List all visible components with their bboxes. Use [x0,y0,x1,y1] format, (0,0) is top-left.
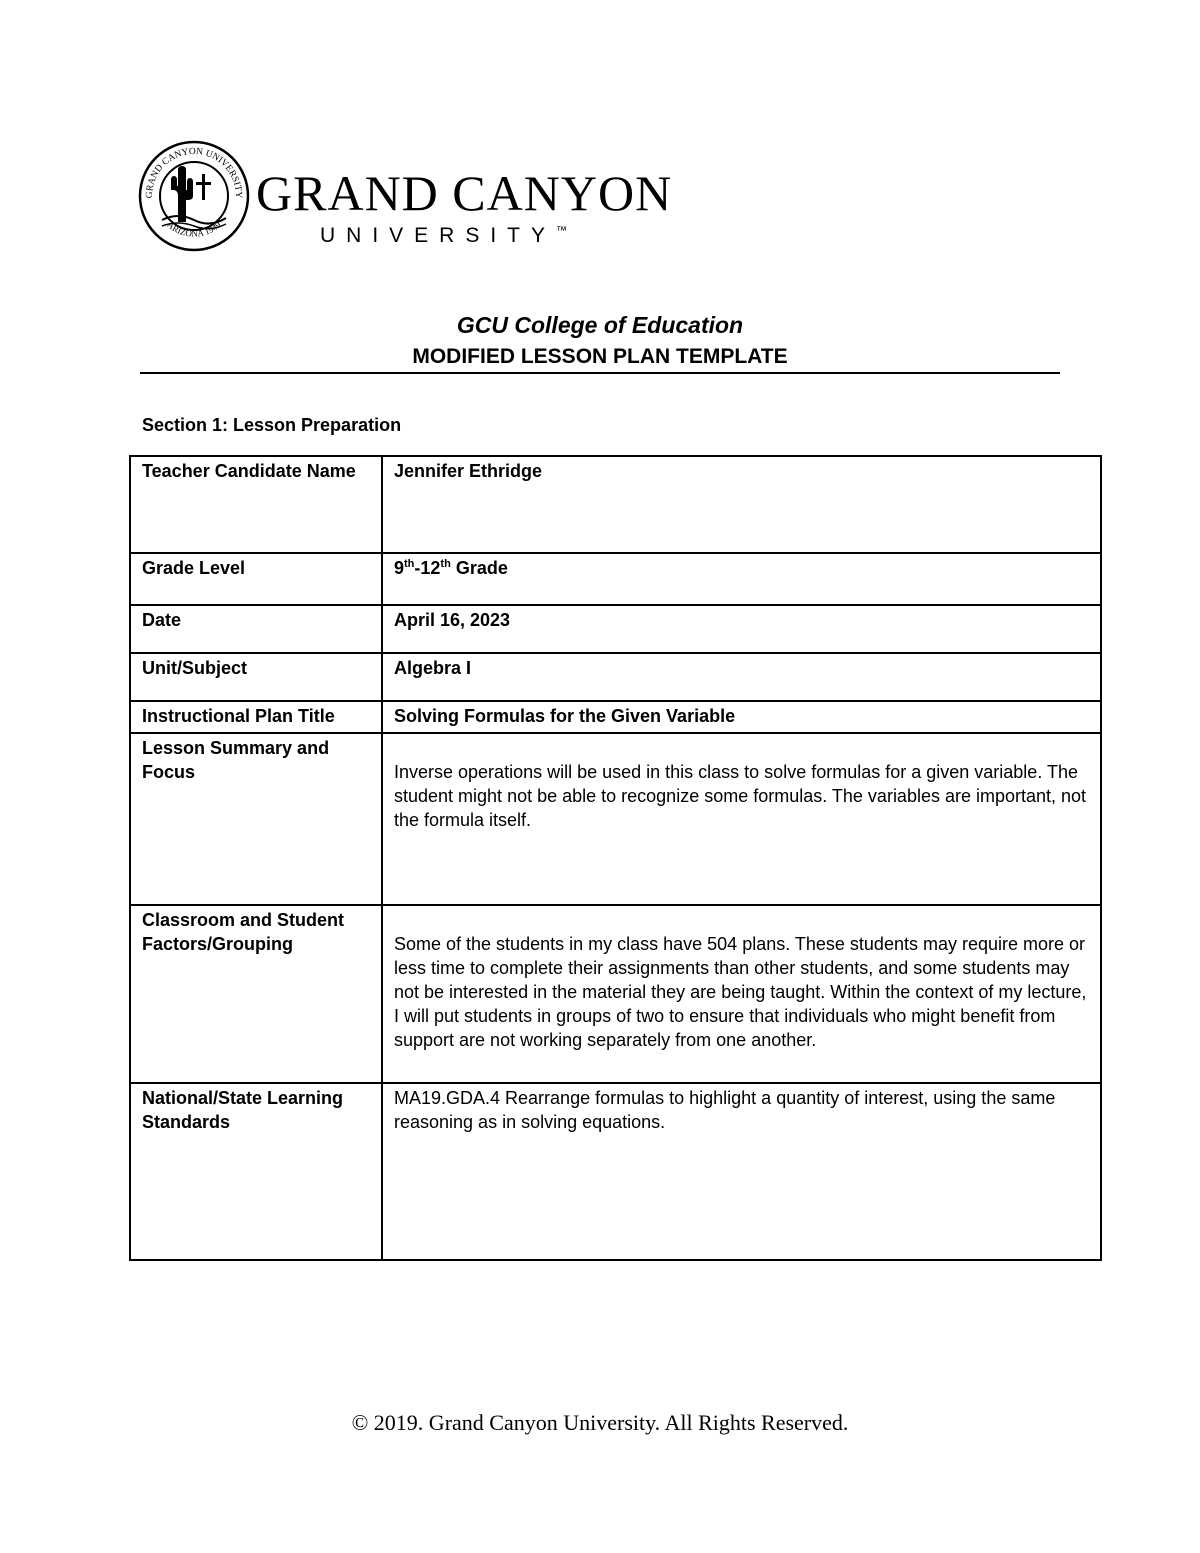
factors-value [382,905,1101,1083]
summary-text: Inverse operations will be used in this class to solve formulas for a given variable. The student might not be able to recognize some formulas. The variables are important, not the formula itself. [394,762,1087,830]
teacher-value: Jennifer Ethridge [382,456,1101,553]
grade-word: Grade [450,558,508,578]
teacher-label: Teacher Candidate Name [130,456,382,553]
table-row-teacher [130,456,1101,553]
table-row-date [130,605,1101,653]
table-row-plan-title [130,701,1101,733]
wordmark-university [320,224,672,248]
wordmark-university-text: UNIVERSITY [320,224,557,247]
date-value: April 16, 2023 [382,605,1101,653]
trademark-symbol: ™ [556,225,579,237]
lesson-prep-table [129,455,1102,1261]
subject-value: Algebra I [382,653,1101,701]
date-label: Date [130,605,382,653]
summary-value [382,733,1101,905]
table-row-standards [130,1083,1101,1260]
svg-text:GRAND CANYON UNIVERSITY: GRAND CANYON UNIVERSITY [144,146,244,199]
wordmark [256,165,673,248]
grade-label: Grade Level [130,553,382,605]
grade-start-suffix: th [404,558,415,570]
svg-text:ARIZONA 1949: ARIZONA 1949 [165,219,223,239]
grade-end: -12 [414,558,441,578]
template-title: MODIFIED LESSON PLAN TEMPLATE [412,345,788,368]
standards-value: MA19.GDA.4 Rearrange formulas to highlight a quantity of interest, using the same reasoning as in solving equations. [382,1083,1101,1260]
summary-label: Lesson Summary and Focus [130,733,382,905]
grade-end-suffix: th [440,558,451,570]
table-row-factors [130,905,1101,1083]
gcu-logo [138,140,673,252]
university-seal-icon [138,140,250,252]
table-row-summary [130,733,1101,905]
standards-label: National/State Learning Standards [130,1083,382,1260]
factors-text: Some of the students in my class have 504 plans. These students may require more or less time to complete their assignments than other students, and some students may not be interested in the material they are being taught. Within the context of my lecture, I will put students in groups of two to ensure that individuals who might benefit from support are not working separately from one another. [394,934,1087,1050]
title-divider [140,372,1060,374]
plan-title-label: Instructional Plan Title [130,701,382,733]
grade-value [382,553,1101,605]
college-title: GCU College of Education [456,312,744,338]
table-row-grade [130,553,1101,605]
factors-label: Classroom and Student Factors/Grouping [130,905,382,1083]
grade-start: 9 [394,558,405,578]
plan-title-value: Solving Formulas for the Given Variable [382,701,1101,733]
document-title-block [140,310,1060,374]
copyright-footer: © 2019. Grand Canyon University. All Rights Reserved. [351,1410,849,1435]
table-row-subject [130,653,1101,701]
subject-label: Unit/Subject [130,653,382,701]
section-heading: Section 1: Lesson Preparation [142,415,402,435]
wordmark-grand-canyon: GRAND CANYON [256,165,673,221]
